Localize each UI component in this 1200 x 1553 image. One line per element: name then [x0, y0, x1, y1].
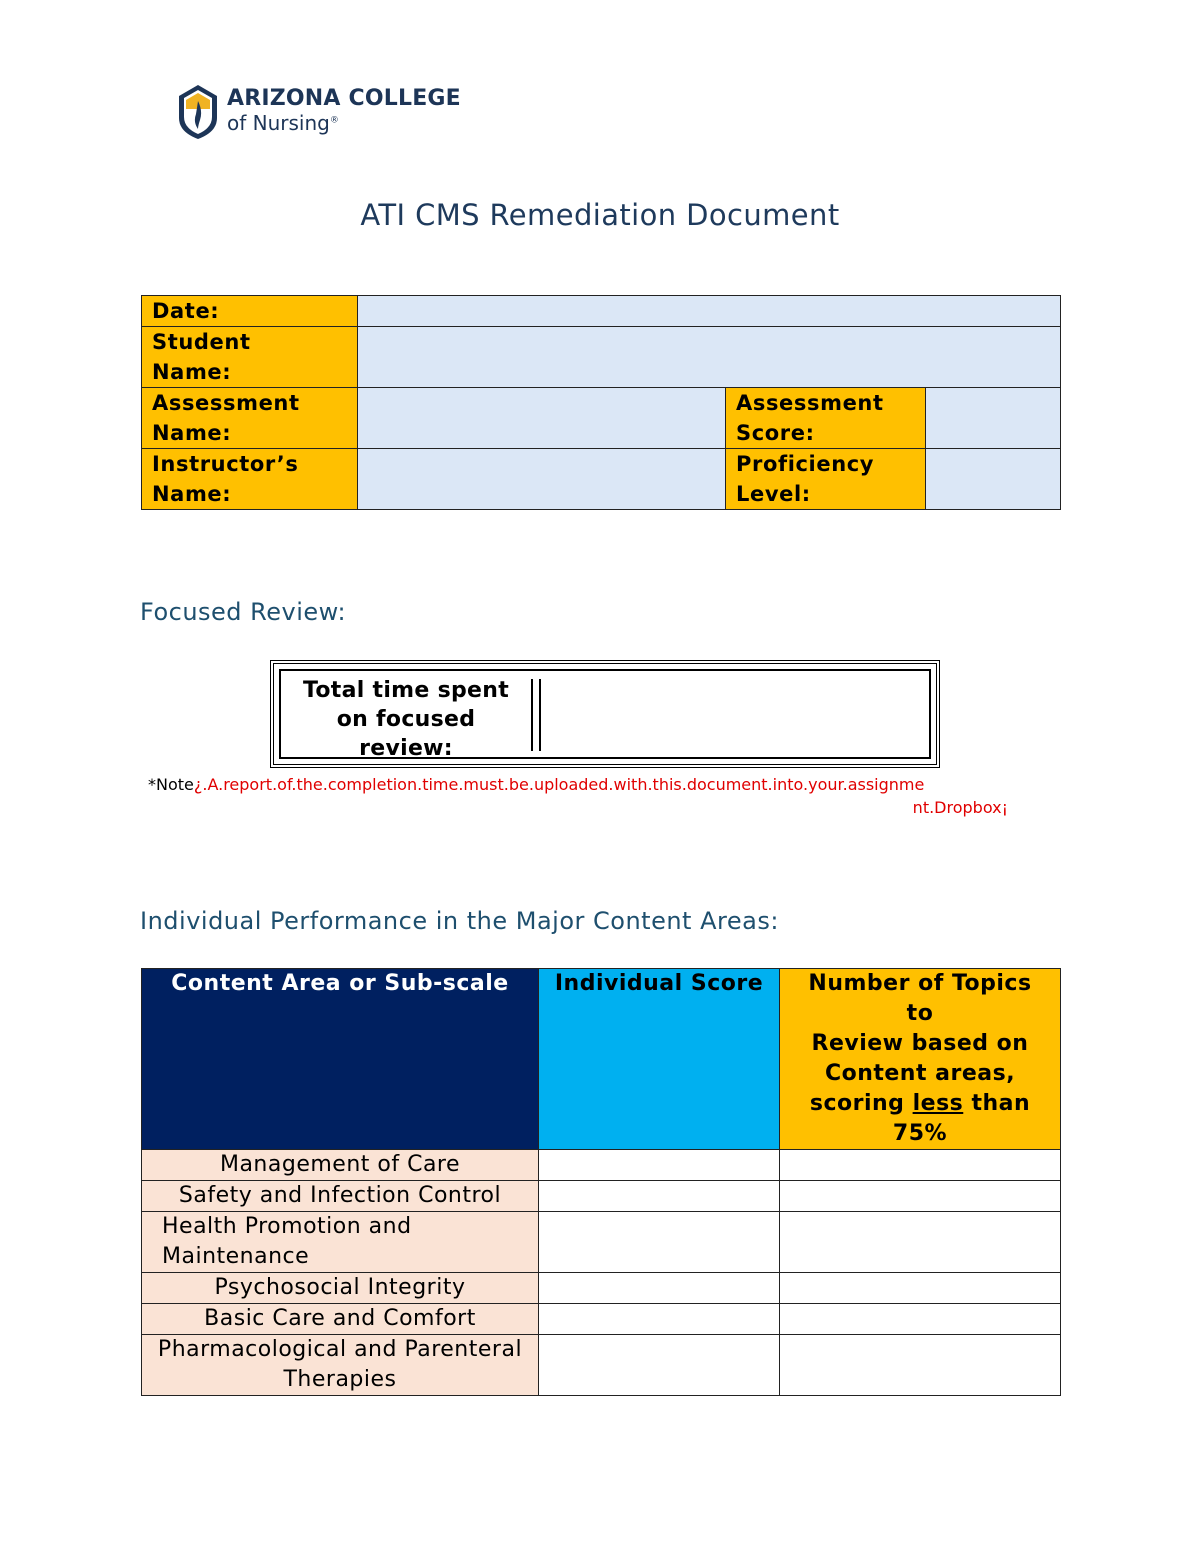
- individual-score-cell[interactable]: [539, 1304, 780, 1335]
- individual-score-cell[interactable]: [539, 1273, 780, 1304]
- content-area-row-label: Safety and Infection Control: [142, 1181, 539, 1212]
- topics-count-cell[interactable]: [780, 1273, 1061, 1304]
- assessment-score-label: Assessment Score:: [726, 388, 926, 449]
- instructor-name-label: Instructor’s Name:: [142, 449, 358, 510]
- content-area-row-label: Basic Care and Comfort: [142, 1304, 539, 1335]
- instructor-name-field[interactable]: [358, 449, 726, 510]
- individual-score-cell[interactable]: [539, 1181, 780, 1212]
- student-name-field[interactable]: [358, 327, 1061, 388]
- content-area-row-label: Health Promotion and Maintenance: [142, 1212, 539, 1273]
- content-area-row-label: Psychosocial Integrity: [142, 1273, 539, 1304]
- individual-score-cell[interactable]: [539, 1212, 780, 1273]
- proficiency-level-label: Proficiency Level:: [726, 449, 926, 510]
- topics-count-cell[interactable]: [780, 1150, 1061, 1181]
- logo-line-2: of Nursing®: [227, 111, 339, 135]
- shield-flame-icon: [177, 84, 219, 140]
- topics-count-cell[interactable]: [780, 1181, 1061, 1212]
- content-area-header: Content Area or Sub-scale: [142, 969, 539, 1150]
- proficiency-level-field[interactable]: [926, 449, 1061, 510]
- topics-to-review-header: Number of Topics to Review based on Content areas, scoring less than 75%: [780, 969, 1061, 1150]
- topics-count-cell[interactable]: [780, 1304, 1061, 1335]
- logo-line-1: ARIZONA COLLEGE: [227, 86, 461, 111]
- individual-score-cell[interactable]: [539, 1150, 780, 1181]
- assessment-score-field[interactable]: [926, 388, 1061, 449]
- topics-count-cell[interactable]: [780, 1335, 1061, 1396]
- focused-review-heading: Focused Review:: [140, 598, 347, 626]
- student-name-label: Student Name:: [142, 327, 358, 388]
- individual-score-header: Individual Score: [539, 969, 780, 1150]
- date-label: Date:: [142, 296, 358, 327]
- performance-heading: Individual Performance in the Major Content Areas:: [140, 907, 779, 935]
- content-area-row-label: Pharmacological and Parenteral Therapies: [142, 1335, 539, 1396]
- assessment-name-label: Assessment Name:: [142, 388, 358, 449]
- completion-note: *Note¿.A.report.of.the.completion.time.must.be.uploaded.with.this.document.into.your.assignme nt.Dropbox¡: [148, 775, 1008, 817]
- content-area-row-label: Management of Care: [142, 1150, 539, 1181]
- time-spent-field[interactable]: [543, 671, 929, 757]
- assessment-name-field[interactable]: [358, 388, 726, 449]
- college-logo: [177, 84, 467, 142]
- time-spent-label: Total time spent on focused review:: [302, 678, 510, 761]
- document-title: ATI CMS Remediation Document: [360, 198, 840, 232]
- time-spent-box: [270, 660, 940, 768]
- time-box-divider: [531, 679, 541, 751]
- individual-score-cell[interactable]: [539, 1335, 780, 1396]
- student-info-table: [141, 295, 1061, 510]
- date-field[interactable]: [358, 296, 1061, 327]
- performance-table: [141, 968, 1061, 1396]
- topics-count-cell[interactable]: [780, 1212, 1061, 1273]
